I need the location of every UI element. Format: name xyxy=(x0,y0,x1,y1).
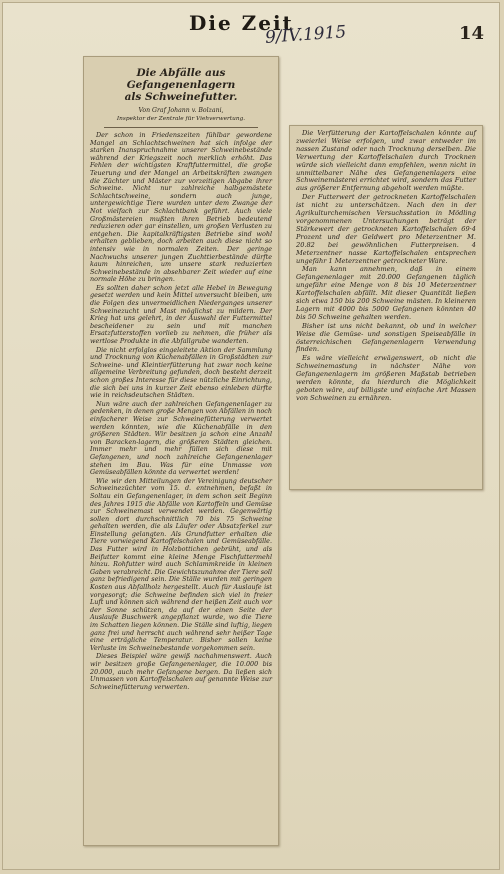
article-paragraph: Es wäre vielleicht erwägenswert, ob nicht die Schweinemastung in nächster Nähe von Gefangenenlagern im größeren Maßstab betrieben werden könnte, da hierdurch die Möglichkeit geboten wäre, auf billigste und einfache Art Massen von Schweinen zu ernähren. xyxy=(296,354,476,402)
article-title-line-1: Die Abfälle aus Gefangenenlagern xyxy=(126,67,236,91)
article-paragraph: Es sollten daher schon jetzt alle Hebel in Bewegung gesetzt werden und kein Mittel unversucht bleiben, um die Folgen des unvermeidlichen Niederganges unserer Schweinezucht und Mast möglichst zu mildern. Der Krieg hat uns gelehrt, in der Auswahl der Futtermittel bescheidener zu sein und mit manchen Ersatzfutterstoffen vorlieb zu nehmen, die früher als wertlose Produkte in die Abfallgrube wanderten. xyxy=(90,283,272,346)
article-title xyxy=(90,67,272,103)
article-author: Von Graf Johann v. Bolzani, xyxy=(138,107,224,114)
article-paragraph: Der Futterwert der getrockneten Kartoffelschalen ist nicht zu unterschätzen. Nach den in der Agrikulturchemischen Versuchsstation in Mödling vorgenommenen Untersuchungen beträgt der Stärkewert der getrockneten Kartoffelschalen 69·4 Prozent und der Geldwert pro Meterzentner M. 20.82 bei gewöhnlichen Futterpreisen. 4 Meterzentner nasse Kartoffelschalen entsprechen ungefähr 1 Meterzentner getrockneter Ware. xyxy=(296,193,476,265)
article-paragraph: Die nicht erfolglos eingeleitete Aktion der Sammlung und Trocknung von Küchenabfällen in Großstädten zur Schweine- und Kleintierfütterung hat zwar noch keine allgemeine Verbreitung gefunden, doch besteht derzeit schon großes Interesse für diese nützliche Einrichtung, die sich bei uns in kurzer Zeit ebenso einleben dürfte wie in reichsdeutschen Städten. xyxy=(90,345,272,400)
article-clipping-left xyxy=(83,56,279,846)
article-paragraph: Nun wäre auch der zahlreichen Gefangenenlager zu gedenken, in denen große Mengen von Abfällen in noch einfacherer Weise zur Schweinefütterung verwertet werden könnten, wie die Küchenabfälle in den größeren Städten. Wir besitzen ja schon eine Anzahl von Baracken-lagern, die größeren Städten gleichen. Immer mehr und mehr füllen sich diese mit Gefangenen, und noch zahlreiche Gefangenenlager stehen im Bau. Was für eine Unmasse von Gemüseabfällen könnte da verwertet werden! xyxy=(90,399,272,477)
article-affiliation: Inspektor der Zentrale für Viehverwertung. xyxy=(116,116,246,122)
article-paragraph: Wie wir den Mitteilungen der Vereinigung deutscher Schweinezüchter vom 15. d. entnehmen, befaßt in Soltau ein Gefangenenlager, in dem schon seit Beginn des Jahres 1915 die Abfälle von Kartoffeln und Gemüse zur Schweinemast verwendet werden. Gegenwärtig sollen dort durchschnittlich 70 bis 75 Schweine gehalten werden, die als Läufer oder Absatzferkel zur Einstellung gelangten. Als Grundfutter erhalten die Tiere vorwiegend Kartoffelschalen und Gemüseabfälle. Das Futter wird in Holzbottichen gebrüht, und als Beifutter kommt eine kleine Menge Fischfuttermehl hinzu. Rohfutter wird auch Schlammkreide in kleinen Gaben verabreicht. Die Gewichtszunahme der Tiere soll ganz befriedigend sein. Die Ställe wurden mit geringen Kosten aus Abfallholz hergestellt. Auch für Auslaufe ist vorgesorgt; die Schweine befinden sich viel in freier Luft und können sich während der heißen Zeit auch vor der Sonne schützen, da auf der einen Seite der Auslaufe Buschwerk angepflanzt wurde, wo die Tiere im Schatten liegen können. Die Ställe sind luftig, liegen ganz frei und herrscht auch während sehr heißer Tage eine erträgliche Temperatur. Bisher sollen keine Verluste im Schweinebestande vorgekommen sein. xyxy=(90,476,272,652)
page-number: 14 xyxy=(459,23,485,44)
article-paragraph: Man kann annehmen, daß in einem Gefangenenlager mit 20.000 Gefangenen täglich ungefähr eine Menge von 8 bis 10 Meterzentner Kartoffelschalen abfällt. Mit dieser Quantität ließen sich etwa 150 bis 200 Schweine mästen. In kleineren Lagern mit 4000 bis 5000 Gefangenen könnten 40 bis 50 Schweine gehalten werden. xyxy=(296,265,476,321)
title-divider xyxy=(104,127,258,128)
article-title-line-2: als Schweinefutter. xyxy=(124,91,238,103)
article-paragraph: Bisher ist uns nicht bekannt, ob und in welcher Weise die Gemüse- und sonstigen Speiseabfälle in österreichischen Gefangenenlagern Verwendung finden. xyxy=(296,321,476,354)
article-paragraph: Die Verfütterung der Kartoffelschalen könnte auf zweierlei Weise erfolgen, und zwar entweder im nassen Zustand oder nach Trocknung derselben. Die Verwertung der Kartoffelschalen durch Trocknen würde sich vielleicht dann empfehlen, wenn nicht in unmittelbarer Nähe des Gefangenenlagers eine Schweinemästerei errichtet wird, sondern das Futter aus größerer Entfernung abgeholt werden müßte. xyxy=(296,129,476,193)
article-clipping-right xyxy=(289,125,483,490)
scrapbook-page xyxy=(2,2,500,870)
article-paragraph: Der schon in Friedenszeiten fühlbar gewordene Mangel an Schlachtschweinen hat sich infolge der starken Inanspruchnahme unserer Schweinebestände während der Kriegszeit noch merklich erhöht. Das Fehlen der wichtigsten Kraftfuttermittel, die große Teuerung und der Mangel an Arbeitskräften zwangen die Züchter und Mäster zur vorzeitigen Abgabe ihrer Schweine. Nicht nur zahlreiche halbgemästete Schlachtschweine, sondern auch junge, untergewichtige Tiere wurden unter dem Zwange der Not vielfach zur Schlachtbank geführt. Auch viele Großmästereien mußten ihren Betrieb bedeutend reduzieren oder gar einstellen, um großen Verlusten zu entgehen. Die kapitalkräftigsten Betriebe sind wohl erhalten geblieben, doch arbeiten auch diese nicht so intensiv wie in normalen Zeiten. Der geringe Nachwuchs unserer jungen Zuchttierbestände dürfte kaum hinreichen, um unsere stark reduzierten Schweinebestände in absehbarer Zeit wieder auf eine normale Höhe zu bringen. xyxy=(90,131,272,284)
article-paragraph: Dieses Beispiel wäre gewiß nachahmenswert. Auch wir besitzen große Gefangenenlager, die 10.000 bis 20.000, auch mehr Gefangene bergen. Da ließen sich Unmassen von Kartoffelschalen auf genannte Weise zur Schweinefütterung verwerten. xyxy=(90,652,272,691)
newspaper-masthead: Die Zeit xyxy=(189,11,294,35)
handwritten-date: 9/IV.1915 xyxy=(264,22,347,48)
